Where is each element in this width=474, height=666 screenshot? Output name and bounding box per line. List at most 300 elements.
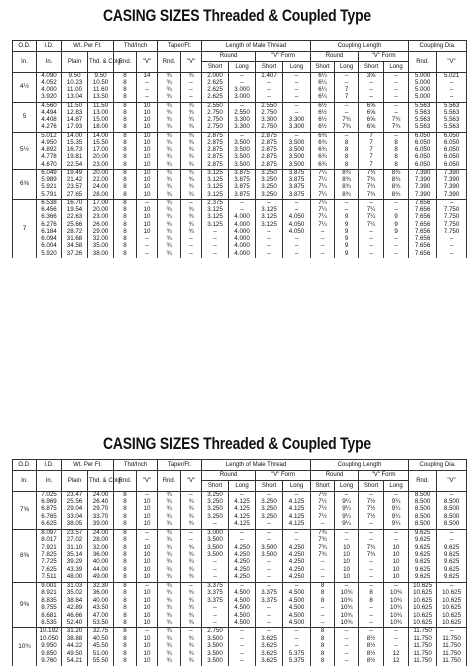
table-cell: 5.920 (37, 251, 62, 258)
table-cell: 3.300 (229, 124, 256, 132)
table-cell: 7.750 (437, 229, 467, 236)
table-cell: 9 (384, 214, 409, 221)
table-cell: 10 (384, 559, 409, 566)
table-cell: 12.83 (62, 110, 88, 117)
table-cell: – (311, 229, 335, 236)
table-cell: 17.93 (62, 124, 88, 132)
header-coupling-round: Round (311, 470, 359, 481)
table-cell: – (202, 574, 229, 582)
table-cell: 3.250 (256, 169, 283, 177)
table-cell: 10 (137, 140, 158, 147)
table-cell: 23.47 (62, 491, 88, 499)
table-cell: 35.14 (62, 552, 88, 559)
table-cell: – (137, 628, 158, 636)
table-cell: 10¾ (384, 620, 409, 628)
table-cell: 10 (137, 110, 158, 117)
table-cell: ¾ (158, 651, 181, 658)
table-cell: 4.050 (283, 214, 311, 221)
table-cell: – (283, 529, 311, 537)
casing-sizes-table (12, 40, 467, 258)
header-thd-v: "V" (137, 51, 158, 72)
table-cell: 28.00 (88, 192, 114, 200)
table-cell: 3.500 (202, 552, 229, 559)
table-cell: 5.563 (437, 110, 467, 117)
table-cell: 10 (137, 499, 158, 506)
table-cell: 10 (137, 559, 158, 566)
table-cell: – (384, 207, 409, 214)
table-cell: 10 (137, 162, 158, 170)
table-cell: 8 (114, 251, 137, 258)
table-cell: – (256, 491, 283, 499)
table-cell: 32.00 (88, 545, 114, 552)
table-cell: 3.500 (283, 147, 311, 154)
table-cell: 8 (114, 613, 137, 620)
table-cell: 6.765 (37, 514, 62, 521)
table-cell: 5.563 (409, 110, 437, 117)
table-cell: – (335, 72, 359, 80)
header-dia-rnd: Rnd. (409, 470, 437, 491)
table-cell: ¾ (181, 162, 202, 170)
table-cell: – (384, 132, 409, 140)
table-cell: 29.70 (88, 506, 114, 513)
table-cell: – (384, 628, 409, 636)
table-cell: – (283, 207, 311, 214)
header-taper-v: "V" (181, 51, 202, 72)
table-cell: 4.500 (283, 598, 311, 605)
table-cell: 8 (114, 102, 137, 110)
table-cell: ¾ (181, 651, 202, 658)
table-cell: – (137, 236, 158, 243)
table-cell: ¾ (181, 117, 202, 124)
table-cell: 19.81 (62, 154, 88, 161)
table-cell: 11.750 (437, 651, 467, 658)
table-cell: ¾ (181, 132, 202, 140)
table-cell: – (229, 102, 256, 110)
table-cell: 9.625 (437, 559, 467, 566)
table-cell: – (181, 628, 202, 636)
table-cell: 10 (137, 207, 158, 214)
table-cell: ¾ (181, 499, 202, 506)
table-cell: 25.56 (62, 499, 88, 506)
table-cell: 6½ (311, 117, 335, 124)
table-cell: 10 (137, 590, 158, 597)
table-cell: 9.50 (88, 72, 114, 80)
table-cell: 8 (114, 154, 137, 161)
table-cell: 7 (359, 147, 384, 154)
table-cell: – (437, 243, 467, 250)
table-cell: 3.875 (229, 169, 256, 177)
table-cell: 3.875 (283, 192, 311, 200)
table-cell: 7¼ (311, 184, 335, 191)
table-cell: 11.750 (409, 643, 437, 650)
table-cell: ¾ (158, 177, 181, 184)
table-cell: 11.750 (437, 658, 467, 665)
table-cell: – (359, 605, 384, 612)
table-cell: 5.000 (409, 80, 437, 87)
table-cell: 7 (359, 140, 384, 147)
table-cell: 51.00 (88, 651, 114, 658)
table-cell: ¾ (158, 94, 181, 102)
table-cell: 10 (137, 643, 158, 650)
table-cell: 3.375 (202, 598, 229, 605)
table-cell: 6.050 (409, 162, 437, 170)
table-cell: ¾ (181, 147, 202, 154)
table-cell: 32.30 (88, 582, 114, 590)
table-cell: 7¾ (359, 177, 384, 184)
table-cell: – (384, 72, 409, 80)
header-thread-round: Round (202, 51, 256, 62)
table-cell: 8 (114, 521, 137, 529)
table-cell: 7¾ (359, 545, 384, 552)
table-cell: 9.625 (409, 559, 437, 566)
header-wt-per-ft: Wt. Per Ft. (62, 41, 114, 52)
table-cell: 10 (384, 567, 409, 574)
header-coupling-v-form-long: Long (384, 481, 409, 492)
table-cell: 7.656 (409, 222, 437, 229)
table-cell: 7.656 (409, 199, 437, 207)
table-cell: 39.00 (88, 521, 114, 529)
table-cell: 3.500 (202, 537, 229, 544)
od-cell: 10¾ (13, 628, 37, 666)
table-cell: 10 (137, 169, 158, 177)
table-cell: – (437, 491, 467, 499)
table-cell: 10.625 (437, 590, 467, 597)
table-cell: ¾ (158, 574, 181, 582)
table-cell: 8 (311, 643, 335, 650)
table-cell: 4.125 (229, 514, 256, 521)
table-cell: 6.625 (37, 521, 62, 529)
table-cell: 1.407 (256, 72, 283, 80)
table-cell: 5.563 (437, 117, 467, 124)
table-cell: 8.500 (409, 506, 437, 513)
casing-table-sheet-1 (0, 0, 474, 290)
table-cell: – (283, 94, 311, 102)
table-cell: 2.875 (256, 154, 283, 161)
table-cell: 6.094 (37, 236, 62, 243)
table-cell: 10 (335, 545, 359, 552)
table-cell: 3.500 (229, 162, 256, 170)
table-cell: – (283, 102, 311, 110)
table-cell: 7.750 (437, 214, 467, 221)
table-cell: 10 (137, 154, 158, 161)
table-cell: – (202, 559, 229, 566)
table-cell: – (256, 251, 283, 258)
table-cell: – (437, 80, 467, 87)
table-cell: 8 (114, 72, 137, 80)
header-taper-ft: Taper/Ft. (158, 41, 202, 52)
table-cell: 9¼ (335, 499, 359, 506)
table-cell: 4.125 (229, 499, 256, 506)
table-cell: 8 (114, 567, 137, 574)
table-cell: 7½ (311, 506, 335, 513)
table-cell: – (283, 236, 311, 243)
table-cell: 10 (137, 651, 158, 658)
table-cell: – (335, 207, 359, 214)
table-cell: 8¾ (384, 192, 409, 200)
table-cell: 6.538 (37, 199, 62, 207)
table-cell: ¾ (181, 169, 202, 177)
table-cell: 6½ (311, 110, 335, 117)
table-cell: 7.656 (409, 236, 437, 243)
table-cell: 5.000 (409, 94, 437, 102)
table-cell: 8 (114, 199, 137, 207)
table-cell: ¾ (181, 214, 202, 221)
table-cell: 33.04 (62, 514, 88, 521)
header-thread-v-form: "V" Form (256, 470, 311, 481)
table-cell: 8 (335, 154, 359, 161)
table-cell: ¾ (158, 147, 181, 154)
table-cell: – (202, 567, 229, 574)
table-cell: 3.500 (202, 545, 229, 552)
table-cell: – (359, 537, 384, 544)
table-cell: – (229, 643, 256, 650)
od-cell: 5½ (13, 132, 37, 169)
table-cell: – (256, 582, 283, 590)
table-cell: 7.625 (37, 567, 62, 574)
table-cell: 4.125 (283, 506, 311, 513)
table-cell: 26.40 (88, 499, 114, 506)
table-cell: ¾ (158, 499, 181, 506)
table-cell: 3.000 (202, 529, 229, 537)
table-cell: 3.875 (229, 192, 256, 200)
table-cell: – (437, 199, 467, 207)
table-cell: – (202, 251, 229, 258)
table-row (13, 521, 467, 529)
table-cell: – (137, 537, 158, 544)
table-cell: 8 (114, 132, 137, 140)
table-cell: 9.001 (37, 582, 62, 590)
casing-table-sheet-2 (0, 296, 474, 665)
table-cell: – (202, 229, 229, 236)
table-cell: 17.00 (88, 199, 114, 207)
table-cell: 10.625 (409, 605, 437, 612)
table-cell: 3.300 (283, 117, 311, 124)
header-od-in: In. (13, 51, 37, 72)
od-cell: 8⅝ (13, 529, 37, 582)
table-cell: – (181, 243, 202, 250)
table-cell: – (283, 132, 311, 140)
table-cell: ¾ (158, 207, 181, 214)
table-cell: 49.50 (62, 651, 88, 658)
table-cell: 7.390 (437, 169, 467, 177)
table-cell: – (437, 582, 467, 590)
table-cell: 21.42 (62, 177, 88, 184)
table-cell: – (137, 199, 158, 207)
table-cell: – (256, 605, 283, 612)
table-cell: 19.54 (62, 207, 88, 214)
table-cell: 9¼ (384, 521, 409, 529)
table-cell: 8 (384, 154, 409, 161)
header-length-male-thread: Length of Male Thread (202, 460, 311, 471)
table-cell: 7.390 (409, 169, 437, 177)
table-cell: 8.500 (437, 506, 467, 513)
table-cell: 5.989 (37, 177, 62, 184)
table-cell: 3.500 (202, 651, 229, 658)
table-cell: 48.00 (62, 574, 88, 582)
table-cell: 4.500 (283, 590, 311, 597)
table-cell: – (229, 132, 256, 140)
table-cell: 7¾ (384, 124, 409, 132)
table-cell: – (229, 636, 256, 643)
table-cell: 8 (114, 651, 137, 658)
table-cell: 3.875 (283, 177, 311, 184)
table-cell: ¾ (158, 598, 181, 605)
table-cell: ¾ (158, 192, 181, 200)
header-coupling-round-short: Short (311, 481, 335, 492)
table-cell: 3.125 (202, 192, 229, 200)
header-thd-cplg: Thd. & Cplg. (88, 51, 114, 72)
table-cell: 10.625 (409, 582, 437, 590)
table-cell: – (359, 94, 384, 102)
table-cell: 9.50 (62, 72, 88, 80)
table-cell: – (256, 87, 283, 94)
table-cell: – (311, 521, 335, 529)
od-cell: 9⅝ (13, 582, 37, 628)
table-cell: – (256, 574, 283, 582)
table-cell: 4.250 (283, 574, 311, 582)
table-cell: 43.50 (88, 605, 114, 612)
table-cell: 10.625 (437, 598, 467, 605)
table-cell: 8.500 (437, 499, 467, 506)
header-thread-round: Round (202, 470, 256, 481)
header-od: O.D. (13, 460, 37, 471)
table-cell: ¾ (181, 643, 202, 650)
table-cell: – (311, 251, 335, 258)
table-cell: 7¼ (359, 222, 384, 229)
table-cell: 45.50 (88, 643, 114, 650)
table-cell: 8½ (359, 658, 384, 665)
table-cell: 3.250 (202, 514, 229, 521)
table-cell: 4.000 (229, 251, 256, 258)
table-cell: 52.40 (62, 620, 88, 628)
table-cell: – (335, 537, 359, 544)
table-cell: – (384, 251, 409, 258)
table-cell: 24.00 (88, 184, 114, 191)
table-cell: ¾ (158, 567, 181, 574)
table-cell: 4.250 (229, 559, 256, 566)
table-cell: 8 (311, 628, 335, 636)
table-cell: 31.68 (62, 236, 88, 243)
table-cell: 22.00 (88, 177, 114, 184)
table-cell: 8¾ (384, 184, 409, 191)
table-cell: – (359, 491, 384, 499)
table-cell: – (437, 529, 467, 537)
header-thd-rnd: Rnd. (114, 470, 137, 491)
table-cell: – (335, 80, 359, 87)
table-cell: – (359, 199, 384, 207)
table-cell: 33.70 (88, 514, 114, 521)
table-cell: 8 (114, 229, 137, 236)
table-cell: 8 (114, 94, 137, 102)
table-cell: 9¼ (384, 506, 409, 513)
header-coupling-dia: Coupling Dia. (409, 460, 467, 471)
table-cell: 3.300 (256, 117, 283, 124)
table-cell: 3.125 (256, 207, 283, 214)
table-cell: 20.00 (88, 169, 114, 177)
table-cell: – (384, 110, 409, 117)
table-cell: 38.05 (62, 521, 88, 529)
table-cell: 7½ (359, 514, 384, 521)
table-cell: 2.550 (229, 110, 256, 117)
table-cell: 10 (137, 552, 158, 559)
table-cell: 10 (137, 514, 158, 521)
table-cell: 8¾ (335, 192, 359, 200)
table-cell: 7½ (359, 499, 384, 506)
table-cell: 42.89 (62, 605, 88, 612)
table-cell: – (359, 87, 384, 94)
table-cell: 10.050 (37, 636, 62, 643)
table-cell: 2.875 (202, 147, 229, 154)
table-cell: 7¾ (384, 117, 409, 124)
table-cell: 3.500 (202, 643, 229, 650)
header-thread-v-form-short: Short (256, 62, 283, 73)
table-cell: 8¾ (384, 177, 409, 184)
table-cell: 10.625 (409, 620, 437, 628)
table-cell: ¾ (181, 552, 202, 559)
table-cell: 8.500 (437, 514, 467, 521)
table-cell: ¾ (158, 559, 181, 566)
table-cell: 11.60 (88, 87, 114, 94)
header-thd-v: "V" (137, 470, 158, 491)
table-cell: – (229, 207, 256, 214)
table-cell: – (335, 582, 359, 590)
table-cell: 8 (114, 207, 137, 214)
table-cell: ¾ (158, 506, 181, 513)
table-cell: 3.250 (202, 491, 229, 499)
table-cell: – (256, 236, 283, 243)
table-cell: 55.50 (88, 658, 114, 665)
table-cell: 3.250 (256, 184, 283, 191)
table-cell: 8 (114, 124, 137, 132)
table-cell: 8 (335, 162, 359, 170)
table-cell: 3.500 (229, 154, 256, 161)
table-cell: 7½ (311, 491, 335, 499)
table-cell: 7.025 (37, 491, 62, 499)
table-cell: 6.456 (37, 207, 62, 214)
table-cell: 28.00 (88, 537, 114, 544)
header-id-in: In. (37, 470, 62, 491)
table-cell: 47.00 (88, 613, 114, 620)
table-cell: 7¼ (311, 177, 335, 184)
table-cell: – (181, 529, 202, 537)
table-cell: 10.625 (437, 620, 467, 628)
table-cell: 2.375 (202, 199, 229, 207)
table-cell: 6.050 (437, 140, 467, 147)
table-cell: 6½ (311, 102, 335, 110)
table-cell: ¾ (181, 124, 202, 132)
table-cell: ¾ (158, 169, 181, 177)
table-cell: 7¾ (359, 192, 384, 200)
table-cell: 6¾ (311, 132, 335, 140)
table-cell: 10.625 (437, 613, 467, 620)
table-cell: 14.00 (88, 132, 114, 140)
table-cell: – (311, 567, 335, 574)
table-cell: – (384, 236, 409, 243)
table-cell: 3.500 (229, 147, 256, 154)
table-cell: 11.750 (437, 643, 467, 650)
table-cell: – (384, 643, 409, 650)
table-row (13, 658, 467, 665)
header-thd-rnd: Rnd. (114, 51, 137, 72)
table-cell: 3.250 (256, 506, 283, 513)
table-cell: 2.875 (202, 162, 229, 170)
table-cell: 7.390 (409, 192, 437, 200)
header-dia-v: "V" (437, 51, 467, 72)
table-cell: 7.656 (409, 251, 437, 258)
table-cell: 2.875 (202, 132, 229, 140)
table-cell: ¾ (158, 628, 181, 636)
table-cell: 4.000 (229, 243, 256, 250)
